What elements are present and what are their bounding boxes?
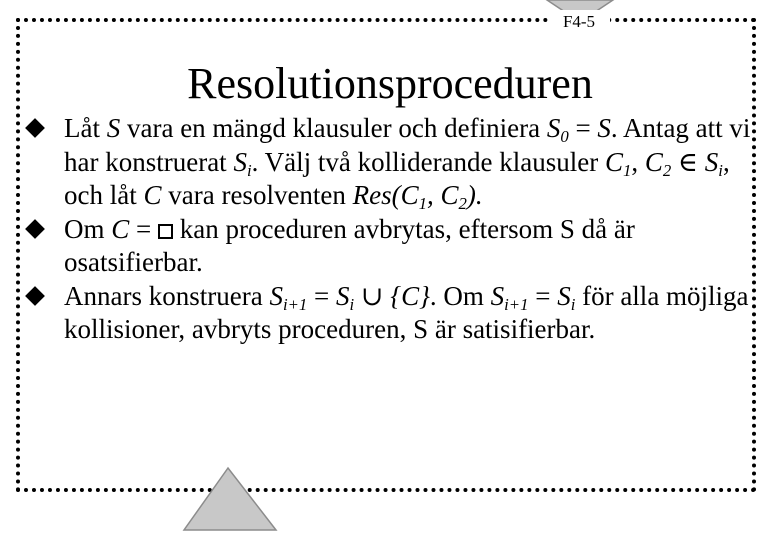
math-var: Res(C (352, 180, 419, 210)
text: Låt (64, 113, 107, 143)
bullet-paragraph-2 (22, 213, 762, 280)
math-var: , C (427, 180, 459, 210)
text: vara en mängd klausuler och definiera (120, 113, 547, 143)
slide-number: F4-5 (548, 10, 610, 34)
math-var: S (269, 280, 283, 311)
math-var: S (546, 113, 561, 143)
text: vara resolventen (161, 180, 353, 210)
math-sub: i (246, 160, 252, 180)
text: . Välj två kolliderande klausuler (251, 146, 605, 177)
text: = (129, 213, 158, 244)
math-var: C (644, 146, 663, 177)
text: . (610, 113, 618, 143)
text: . Om (429, 280, 491, 311)
bullet-paragraph-3 (22, 280, 762, 347)
text: för alla möjliga kollisioner, avbryts proceduren, S är satisifierbar. (64, 280, 749, 344)
text: Annars konstruera (64, 280, 270, 311)
math-sub: i+1 (504, 294, 529, 314)
diamond-bullet-icon (25, 118, 45, 138)
math-var: S (597, 113, 611, 143)
math-sub: i (718, 160, 723, 180)
text: Om (64, 213, 112, 244)
math-var: C (111, 213, 130, 244)
union-symbol: ∪ (354, 280, 391, 311)
math-sub: 0 (560, 127, 569, 147)
text: Antag att vi har konstruerat (64, 113, 751, 177)
diamond-bullet-icon (25, 286, 45, 306)
text: , och låt (64, 146, 730, 210)
math-sub: i (349, 294, 355, 314)
bullet-paragraph-1 (22, 112, 762, 213)
math-sub: 2 (662, 160, 672, 180)
element-of-symbol: ∈ (671, 146, 705, 177)
math-var: C (143, 180, 162, 210)
math-sub: i (570, 294, 576, 314)
bottom-triangle-decoration (180, 466, 280, 540)
empty-clause-box-icon (158, 224, 173, 239)
math-var: S (336, 280, 350, 311)
slide-body (22, 112, 762, 347)
math-var: ). (466, 180, 483, 210)
text: = (307, 280, 336, 311)
diamond-bullet-icon (25, 219, 45, 239)
math-var: S (106, 113, 121, 143)
math-sub: 1 (623, 160, 632, 180)
math-var: S (490, 280, 505, 311)
math-var: C (605, 146, 624, 177)
text: kan proceduren avbrytas, eftersom S då är osatsifierbar. (64, 213, 635, 277)
math-var: S (233, 146, 247, 177)
math-sub: 2 (458, 194, 467, 214)
math-var: S (704, 146, 719, 177)
page-title: Resolutionsproceduren (187, 59, 593, 108)
math-var: S (557, 280, 571, 311)
math-var: {C} (390, 280, 430, 311)
math-sub: 1 (418, 194, 428, 214)
text: = (528, 280, 558, 311)
text: = (568, 113, 598, 143)
text: , (631, 146, 645, 177)
math-sub: i+1 (282, 294, 308, 314)
